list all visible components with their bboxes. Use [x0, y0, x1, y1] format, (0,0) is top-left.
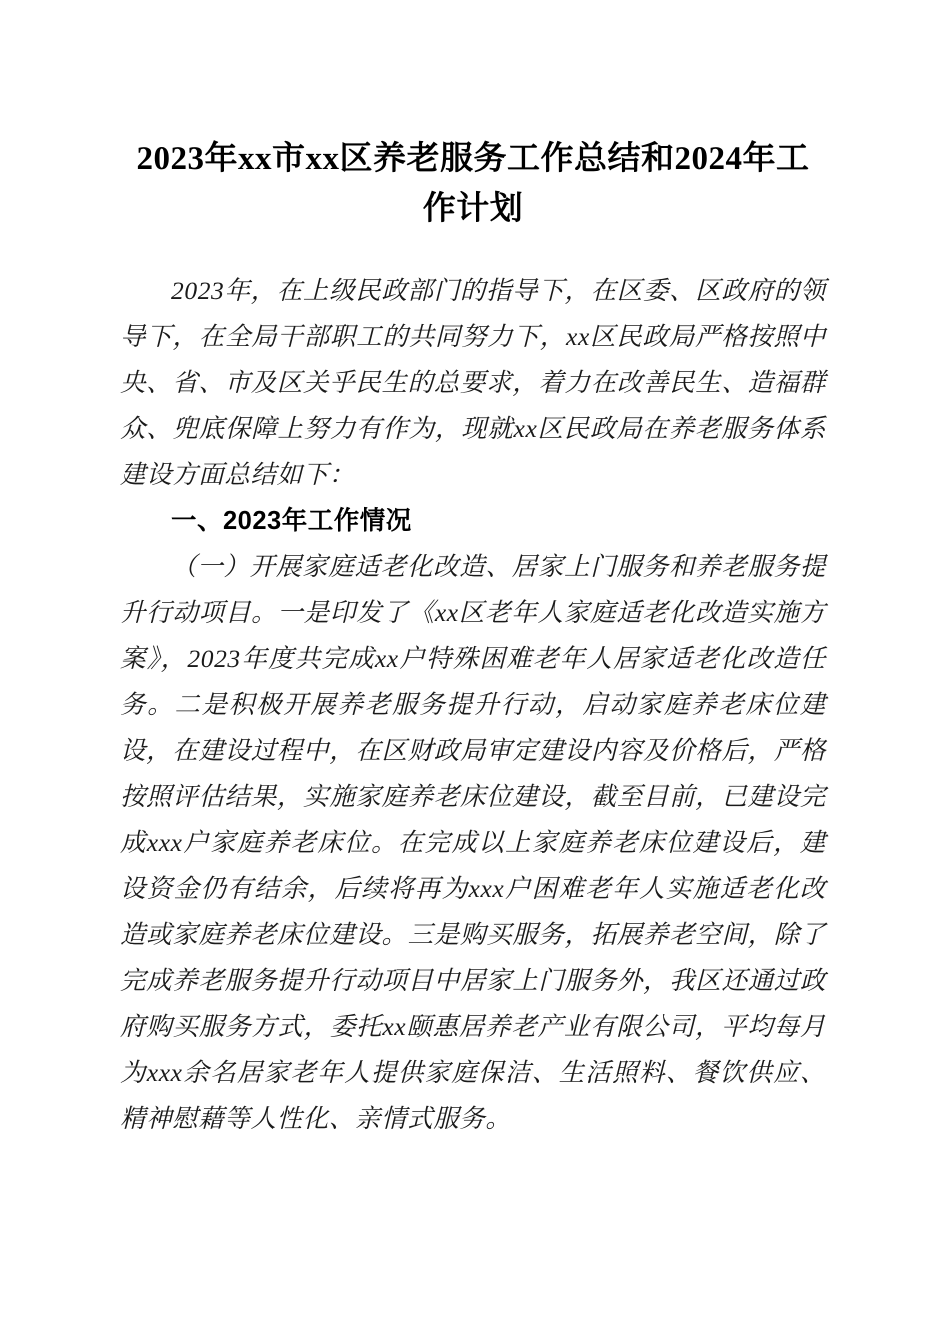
paragraph-intro: 2023年，在上级民政部门的指导下，在区委、区政府的领导下，在全局干部职工的共同努力下，xx区民政局严格按照中央、省、市及区关乎民生的总要求，着力在改善民生、造福群众、兜底保障上努力有作为，现就xx区民政局在养老服务体系建设方面总结如下：: [120, 276, 826, 489]
page-title: 2023年xx市xx区养老服务工作总结和2024年工作计划: [136, 141, 810, 227]
section-heading-2023-work-status: 一、2023年工作情况: [171, 507, 412, 535]
document-text-flow: [120, 268, 826, 1142]
paragraph-section-1-1: （一）开展家庭适老化改造、居家上门服务和养老服务提升行动项目。一是印发了《xx区老年人家庭适老化改造实施方案》，2023年度共完成xx户特殊困难老年人居家适老化改造任务。二是积极开展养老服务提升行动，启动家庭养老床位建设，在建设过程中，在区财政局审定建设内容及价格后，严格按照评估结果，实施家庭养老床位建设，截至目前，已建设完成xxx户家庭养老床位。在完成以上家庭养老床位建设后，建设资金仍有结余，后续将再为xxx户困难老年人实施适老化改造或家庭养老床位建设。三是购买服务，拓展养老空间，除了完成养老服务提升行动项目中居家上门服务外，我区还通过政府购买服务方式，委托xx颐惠居养老产业有限公司，平均每月为xxx余名居家老年人提供家庭保洁、生活照料、餐饮供应、精神慰藉等人性化、亲情式服务。: [120, 552, 826, 1133]
